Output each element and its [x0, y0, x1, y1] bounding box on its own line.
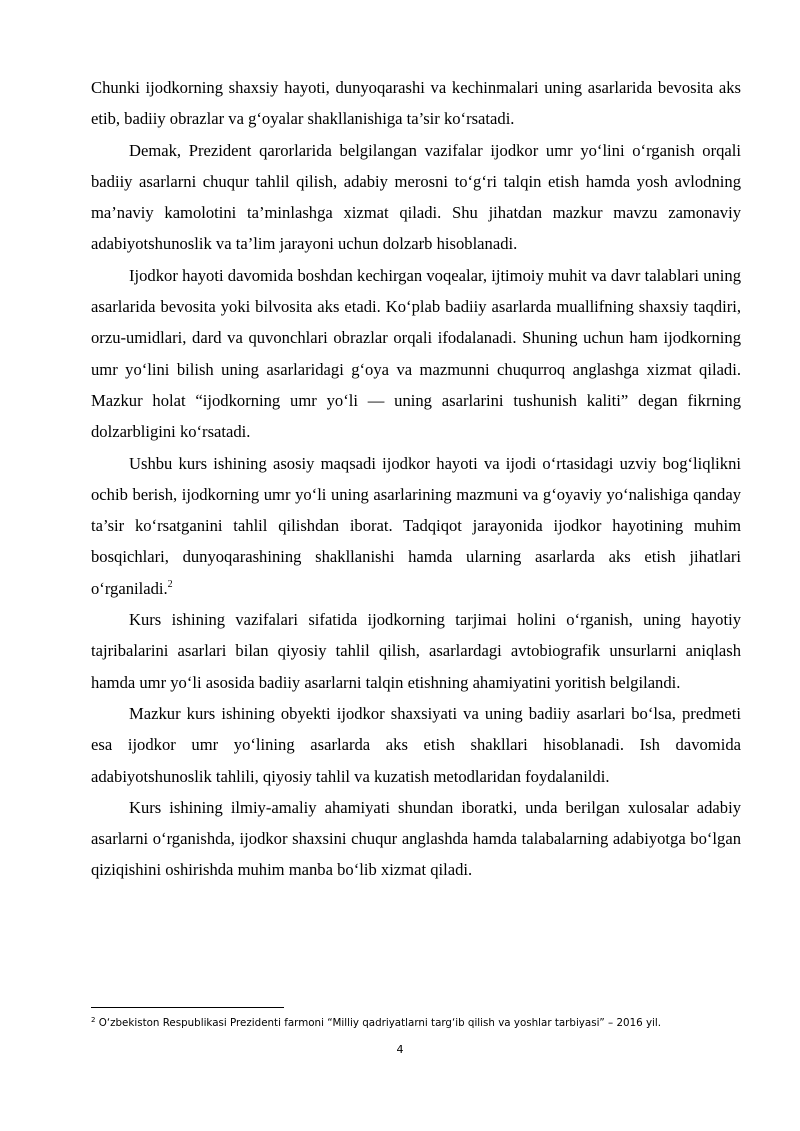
paragraph-3: Ijodkor hayoti davomida boshdan kechirgan voqealar, ijtimoiy muhit va davr talablari uning asarlarida bevosita yoki bilvosita aks etadi. Ko‘plab badiiy asarlarda muallifning shaxsiy taqdiri, orzu-umidlari, dard va quvonchlari obrazlar orqali ifodalanadi. Shuning uchun ham ijodkorning umr yo‘lini bilish uning asarlaridagi g‘oya va mazmunni chuqurroq anglashga xizmat qiladi. Mazkur holat “ijodkorning umr yo‘li — uning asarlarini tushunish kaliti” degan fikrning dolzarbligini ko‘rsatadi. [91, 265, 741, 442]
paragraph-4-text: Ushbu kurs ishining asosiy maqsadi ijodkor hayoti va ijodi o‘rtasidagi uzviy bog‘liqlikni ochib berish, ijodkorning umr yo‘li uning asarlarining mazmuni va g‘oyaviy yo‘nalishiga qanday ta’sir ko‘rsatganini tahlil qilishdan iborat. Tadqiqot jarayonida ijodkor hayotining muhim bosqichlari, dunyoqarashining shakllanishi hamda ularning asarlarda aks etish jihatlari o‘rganiladi. [91, 453, 741, 598]
footnote-reference[interactable]: 2 [167, 578, 173, 590]
page-body [91, 72, 741, 886]
paragraph-7: Kurs ishining ilmiy-amaliy ahamiyati shundan iboratki, unda berilgan xulosalar adabiy asarlarni o‘rganishda, ijodkor shaxsini chuqur anglashda hamda talabalarning adabiyotga bo‘lgan qiziqishini oshirishda muhim manba bo‘lib xizmat qiladi. [91, 797, 741, 880]
paragraph-2: Demak, Prezident qarorlarida belgilangan vazifalar ijodkor umr yo‘lini o‘rganish orqali badiiy asarlarni chuqur tahlil qilish, adabiy merosni to‘g‘ri talqin etish hamda yosh avlodning ma’naviy kamolotini ta’minlashga xizmat qiladi. Shu jihatdan mazkur mavzu zamonaviy adabiyotshunoslik va ta’lim jarayoni uchun dolzarb hisoblanadi. [91, 140, 741, 254]
footnote [91, 1016, 771, 1030]
paragraph-5: Kurs ishining vazifalari sifatida ijodkorning tarjimai holini o‘rganish, uning hayotiy tajribalarini asarlari bilan qiyosiy tahlil qilish, asarlardagi avtobiografik unsurlarni aniqlash hamda umr yo‘li asosida badiiy asarlarni talqin etishning ahamiyatini yoritish belgilandi. [91, 610, 741, 692]
page-number: 4 [396, 1043, 404, 1056]
paragraph-6: Mazkur kurs ishining obyekti ijodkor shaxsiyati va uning badiiy asarlari bo‘lsa, predmeti esa ijodkor umr yo‘lining asarlarda aks etish shakllari hisoblanadi. Ish davomida adabiyotshunoslik tahlili, qiyosiy tahlil va kuzatish metodlaridan foydalanildi. [91, 703, 741, 786]
paragraph-1: Chunki ijodkorning shaxsiy hayoti, dunyoqarashi va kechinmalari uning asarlarida bevosita aks etib, badiiy obrazlar va g‘oyalar shakllanishiga ta’sir ko‘rsatadi. [91, 78, 741, 129]
footnote-mark: 2 [91, 1016, 96, 1024]
footnote-separator [91, 1007, 284, 1008]
paragraph-4 [91, 448, 741, 604]
footnote-text: O‘zbekiston Respublikasi Prezidenti farmoni “Milliy qadriyatlarni targ‘ib qilish va yoshlar tarbiyasi” – 2016 yil. [95, 1017, 662, 1029]
